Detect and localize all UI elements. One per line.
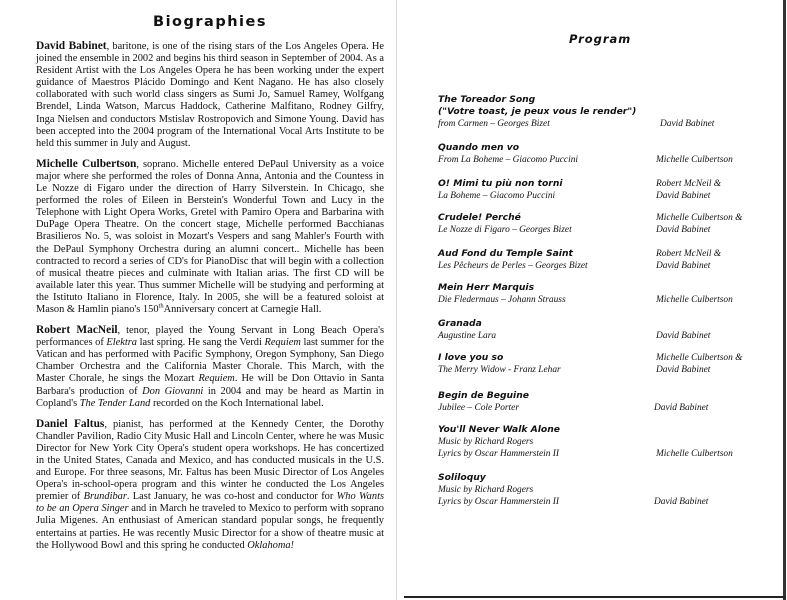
bio-text: in 2004 and may be heard as Martin in Copland's (36, 385, 384, 409)
bio-work-title: Who Wants to be an Opera Singer (36, 491, 385, 515)
piece-title: Quando men vo (438, 142, 520, 153)
bio-text: and in March he traveled to Mexico to perform with soprano Julia Migenes. An enthusiast of American standard popular songs, he frequently entertains at parties. He was recently Music Director for a show of theatre music at the Hollywood Bowl and this spring he conducted (36, 503, 384, 551)
program-item-youll-never-walk-alone (438, 424, 768, 460)
program-item-o-mimi (438, 178, 768, 202)
bio-text-end: Anniversary concert at Carnegie Hall. (163, 303, 322, 315)
performer: David Babinet (656, 261, 711, 271)
performer: David Babinet (656, 331, 711, 341)
performer: Michelle Culbertson (656, 449, 733, 459)
piece-subtitle: ("Votre toast, je peux vous le render") (438, 106, 637, 117)
bio-text: , tenor, played the Young Servant in Long Beach Opera's performances of (36, 325, 384, 349)
bio-david-babinet (36, 40, 384, 150)
program-item-soliloquy (438, 472, 768, 508)
bio-work-title: Brundibar (83, 491, 127, 503)
performer: Michelle Culbertson & (656, 353, 743, 363)
piece-source: Les Pêcheurs de Perles – Georges Bizet (438, 261, 588, 271)
piece-composer: Music by Richard Rogers (438, 437, 534, 447)
piece-source: The Merry Widow - Franz Lehar (438, 365, 561, 375)
bio-text: . He will be Don Ottavio in Santa Barbara's production of (36, 373, 384, 397)
piece-source-line (438, 448, 768, 460)
bio-work-title: Requiem (198, 373, 235, 385)
program-item-mein-herr-marquis (438, 282, 768, 306)
bio-name: Michelle Culbertson (36, 157, 137, 170)
bio-text: . Last January, he was co-host and conductor for (126, 491, 337, 503)
piece-source: from Carmen – Georges Bizet (438, 119, 550, 129)
bio-text: , pianist, has performed at the Kennedy Center, the Dorothy Chandler Pavilion, Radio City Music Hall and Lincoln Center, where he was Music Director for New York City Opera's student opera workshops. He has concertized in the United States, Canada and Mexico, and has conducted musicals in the U.S. and Europe. For three seasons, Mr. Faltus has been Music Director of Los Angeles Opera's in-school-opera program and this winter he conducted the Los Angeles premier of (36, 418, 384, 503)
program-item-granada (438, 318, 768, 342)
piece-source: Die Fledermaus – Johann Strauss (438, 295, 566, 305)
bio-work-title: Oklahoma! (247, 539, 294, 551)
page-fold (396, 0, 397, 600)
bio-michelle-culbertson (36, 158, 384, 316)
piece-source-line (438, 484, 768, 496)
biographies-heading: Biographies (153, 14, 267, 30)
bio-superscript: th (158, 302, 164, 310)
piece-title: Begin de Beguine (438, 390, 529, 401)
performer: Robert McNeil & (656, 249, 722, 259)
bio-work-title: Requiem (264, 337, 301, 349)
piece-source-line (438, 330, 768, 342)
performer: Robert McNeil & (656, 179, 722, 189)
performer: David Babinet (656, 225, 711, 235)
bio-text: , soprano. Michelle entered DePaul University as a voice major where she performed the roles of Donna Anna, Antonia and the Countess in Le Nozze di Figaro under the direction of Harry Silverstein. In Chicago, she performed the roles of Eileen in Berstein's Wonderful Town and Lucy in the Telephone with Light Opera Works, Gretel with Pamiro Opera and Barbarina with DuPage Opera Theatre. On the concert stage, Michelle performed Bacchianas Brasilieros No. 5, was soloist in Mozart's Vespers and sang Mahler's Fourth with the DePaul Symphony Orchestra during an alumni concert.. Michelle has been contracted to record a series of CD's for PianoDisc that will begin with a collection of musical theatre pieces and culminate with Italian arias. The first CD will be available later this year. Thus summer Michelle will be studying and performing at the Istituto Italiano in Florence, Italy. In 2005, she will be a featured soloist at Mason & Hamlin piano's 150 (36, 158, 384, 315)
performer: David Babinet (656, 191, 711, 201)
piece-composer: Music by Richard Rogers (438, 485, 534, 495)
bio-name: Robert MacNeil (36, 324, 118, 337)
bio-name: David Babinet (36, 40, 107, 52)
biographies-panel (36, 14, 384, 560)
piece-title: Mein Herr Marquis (438, 282, 535, 293)
piece-source-line (438, 496, 768, 508)
piece-source-line (438, 118, 768, 130)
program-item-crudele-perche (438, 212, 768, 236)
performer: David Babinet (654, 403, 709, 413)
piece-source: Le Nozze di Figaro – Georges Bizet (438, 225, 572, 235)
page-bottom-edge (404, 596, 785, 598)
program-item-quando-men-vo (438, 142, 768, 166)
piece-lyricist: Lyrics by Oscar Hammerstein II (438, 497, 560, 507)
bio-robert-macneil (36, 324, 384, 410)
piece-source: From La Boheme – Giacomo Puccini (438, 155, 578, 165)
bio-name: Daniel Faltus (36, 417, 105, 430)
program-heading: Program (569, 32, 632, 46)
piece-lyricist: Lyrics by Oscar Hammerstein II (438, 449, 560, 459)
bio-text: , baritone, is one of the rising stars of the Los Angeles Opera. He joined the ensemble in 2002 and begins his third season in September of 2004. As a Resident Artist with the Los Angeles Opera he has been working under the expert guidance of Maestros Plácido Domingo and Kent Nagano. He has also closely collaborated with such world class singers as Sumi Jo, Samuel Ramey, Wolfgang Brendel, Linda Watson, Marcus Haddock, Catherine Malfitano, Rodney Gilfry, Inga Nielsen and conductors Mstislav Rostropovich and Simone Young. David has been accepted into the 2004 program of the International Vocal Arts Institute to be held this summer in July and August. (36, 41, 384, 149)
program-item-toreador-song (438, 94, 768, 130)
piece-title: You'll Never Walk Alone (438, 424, 561, 435)
piece-title: O! Mimi tu più non torni (438, 178, 563, 189)
bio-daniel-faltus (36, 418, 384, 552)
piece-title: I love you so (438, 352, 504, 363)
program-item-au-fond-du-temple (438, 248, 768, 272)
bio-text: last spring. He sang the Verdi (137, 337, 265, 349)
piece-title: Crudele! Perché (438, 212, 521, 223)
bio-text: recorded on the Koch International label. (150, 397, 324, 409)
bio-work-title: Elektra (106, 337, 138, 349)
page-edge (783, 0, 786, 600)
piece-source-line (438, 402, 768, 414)
program-item-begin-the-beguine (438, 390, 768, 414)
performer: Michelle Culbertson (656, 155, 733, 165)
bio-work-title: Don Giovanni (142, 385, 204, 397)
piece-title: Granada (438, 318, 482, 329)
piece-source: Jubilee – Cole Porter (438, 403, 519, 413)
bio-text: last summer for the Vatican and has performed with Pacific Symphony, Oregon Symphony, San Diego Chamber Orchestra and the California Master Chorale. This March, with the Master Chorale, he sings the Mozart (36, 337, 384, 385)
piece-source-line (438, 154, 768, 166)
bio-work-title: The Tender Land (79, 397, 151, 409)
piece-source: Augustine Lara (438, 331, 497, 341)
performer: Michelle Culbertson & (656, 213, 743, 223)
performer: Michelle Culbertson (656, 295, 733, 305)
piece-title: The Toreador Song (438, 94, 536, 105)
performer: David Babinet (660, 119, 715, 129)
piece-title: Aud Fond du Temple Saint (438, 248, 573, 259)
piece-title: Soliloquy (438, 472, 486, 483)
piece-source-line (438, 436, 768, 448)
piece-source: La Boheme – Giacomo Puccini (438, 191, 556, 201)
program-item-i-love-you-so (438, 352, 768, 376)
performer: David Babinet (656, 365, 711, 375)
piece-source-line (438, 294, 768, 306)
performer: David Babinet (654, 497, 709, 507)
